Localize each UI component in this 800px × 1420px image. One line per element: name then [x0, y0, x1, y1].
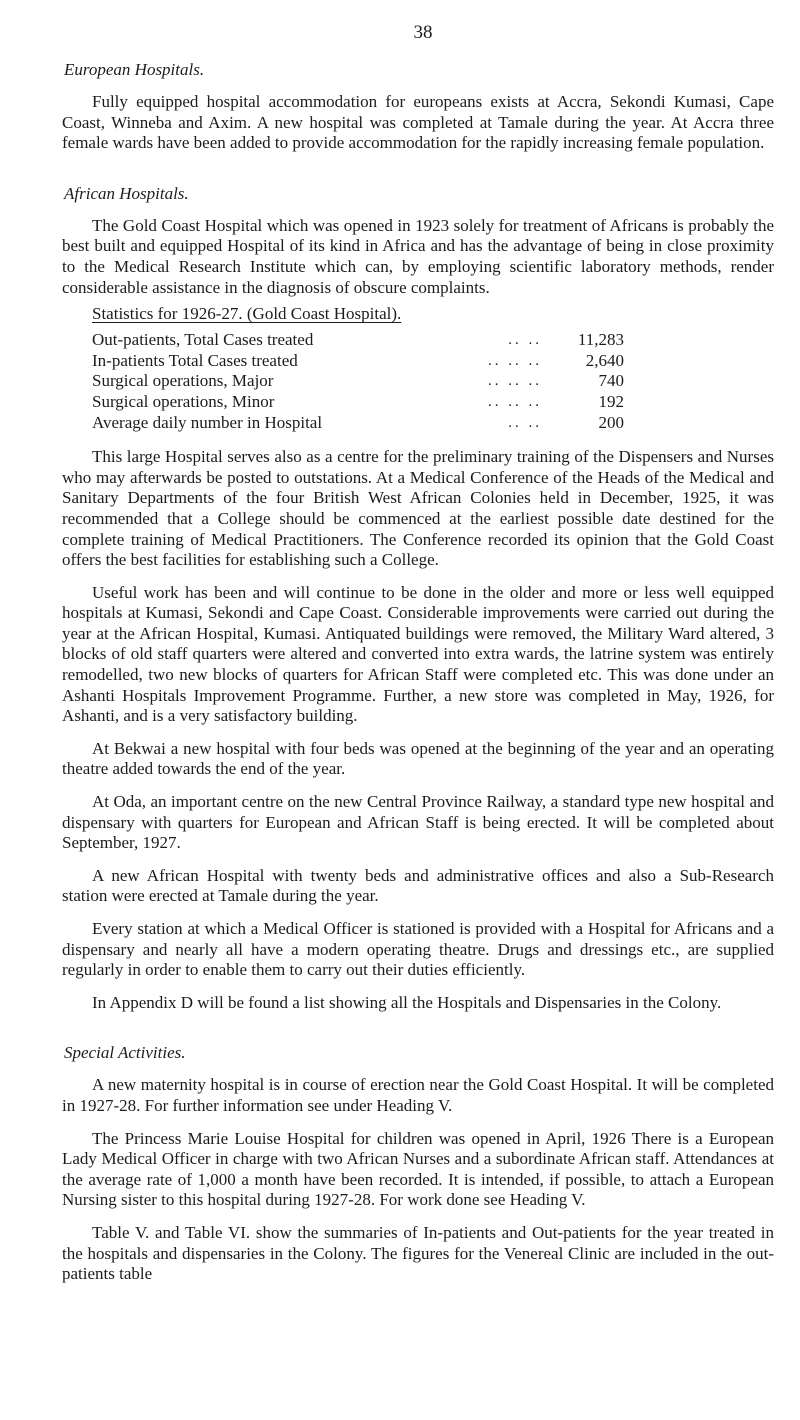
- statistics-label: Out-patients, Total Cases treated: [92, 330, 314, 350]
- section-european-hospitals: [62, 60, 774, 154]
- leader-dots: .. .. ..: [488, 352, 542, 369]
- paragraph: This large Hospital serves also as a centre for the preliminary training of the Dispensers and Nurses who may afterwards be posted to outstations. At a Medical Conference of the Heads of the Medical and Sanitary Departments of the four British West African Colonies held in December, 1925, it was recommended that a College should be commenced at the earliest possible date destined for the complete training of Medical Practitioners. The Conference recorded its opinion that the Gold Coast offers the best facilities for establishing such a College.: [62, 447, 774, 570]
- statistics-value: 11,283: [577, 330, 624, 350]
- statistics-row: [92, 371, 624, 392]
- statistics-title: Statistics for 1926-27. (Gold Coast Hospital).: [92, 304, 402, 324]
- document-page: [62, 22, 774, 1297]
- leader-dots: .. ..: [508, 332, 542, 349]
- paragraph: At Bekwai a new hospital with four beds was opened at the beginning of the year and an operating theatre added towards the end of the year.: [62, 738, 774, 779]
- paragraph: Fully equipped hospital accommodation for europeans exists at Accra, Sekondi Kumasi, Cape Coast, Winneba and Axim. A new hospital was completed at Tamale during the year. At Accra three female wards have been added to provide accommodation for the rapidly increasing female population.: [62, 92, 774, 153]
- statistics-value: 192: [598, 391, 624, 411]
- section-african-hospitals: [62, 184, 774, 1014]
- paragraph: Every station at which a Medical Officer is stationed is provided with a Hospital for Africans and a dispensary and nearly all have a modern operating theatre. Drugs and dressings etc., are supplied regularly in order to enable them to carry out their duties efficiently.: [62, 919, 774, 980]
- statistics-row: [92, 351, 624, 372]
- statistics-row: [92, 392, 624, 413]
- statistics-label: Surgical operations, Major: [92, 371, 274, 391]
- statistics-label: In-patients Total Cases treated: [92, 350, 298, 370]
- paragraph: A new African Hospital with twenty beds and administrative offices and also a Sub-Research station were erected at Tamale during the year.: [62, 865, 774, 906]
- paragraph: At Oda, an important centre on the new Central Province Railway, a standard type new hospital and dispensary with quarters for European and African Staff is being erected. It will be completed about September, 1927.: [62, 792, 774, 853]
- statistics-label: Average daily number in Hospital: [92, 412, 323, 432]
- paragraph: The Princess Marie Louise Hospital for children was opened in April, 1926 There is a European Lady Medical Officer in charge with two African Nurses and a subordinate African staff. Attendances at the average rate of 1,000 a month have been recorded. It is intended, if possible, to attach a European Nursing sister to this hospital during 1927-28. For work done see Heading V.: [62, 1128, 774, 1210]
- leader-dots: .. .. ..: [488, 373, 542, 390]
- section-special-activities: [62, 1043, 774, 1284]
- paragraph: The Gold Coast Hospital which was opened in 1923 solely for treatment of Africans is probably the best built and equipped Hospital of its kind in Africa and has the advantage of being in close proximity to the Medical Research Institute which can, by employing scientific laboratory methods, render considerable assistance in the diagnosis of obscure complaints.: [62, 215, 774, 297]
- statistics-row: [92, 330, 624, 351]
- paragraph: Useful work has been and will continue to be done in the older and more or less well equipped hospitals at Kumasi, Sekondi and Cape Coast. Considerable improvements were carried out during the year at the African Hospital, Kumasi. Antiquated buildings were removed, the Military Ward altered, 3 blocks of old staff quarters were altered and converted into extra wards, the latrine system was entirely remodelled, two new blocks of quarters for African Staff were completed etc. This was done under an Ashanti Hospitals Improvement Programme. Further, a new store was completed in May, 1926, for Ashanti, and is a very satisfactory building.: [62, 582, 774, 726]
- paragraph: A new maternity hospital is in course of erection near the Gold Coast Hospital. It will be completed in 1927-28. For further information see under Heading V.: [62, 1075, 774, 1115]
- section-heading: Special Activities.: [64, 1043, 186, 1063]
- section-heading: African Hospitals.: [64, 183, 189, 203]
- leader-dots: .. .. ..: [488, 393, 542, 410]
- statistics-value: 740: [598, 371, 624, 391]
- leader-dots: .. ..: [508, 414, 542, 431]
- paragraph: In Appendix D will be found a list showing all the Hospitals and Dispensaries in the Colony.: [92, 992, 722, 1012]
- statistics-table: [92, 330, 624, 433]
- statistics-value: 2,640: [585, 350, 624, 370]
- section-heading: European Hospitals.: [64, 60, 205, 79]
- statistics-row: [92, 413, 624, 434]
- page-number: 38: [413, 22, 433, 43]
- paragraph: Table V. and Table VI. show the summaries of In-patients and Out-patients for the year treated in the hospitals and dispensaries in the Colony. The figures for the Venereal Clinic are included in the out-patients table: [62, 1222, 774, 1284]
- statistics-value: 200: [598, 412, 624, 432]
- statistics-label: Surgical operations, Minor: [92, 391, 275, 411]
